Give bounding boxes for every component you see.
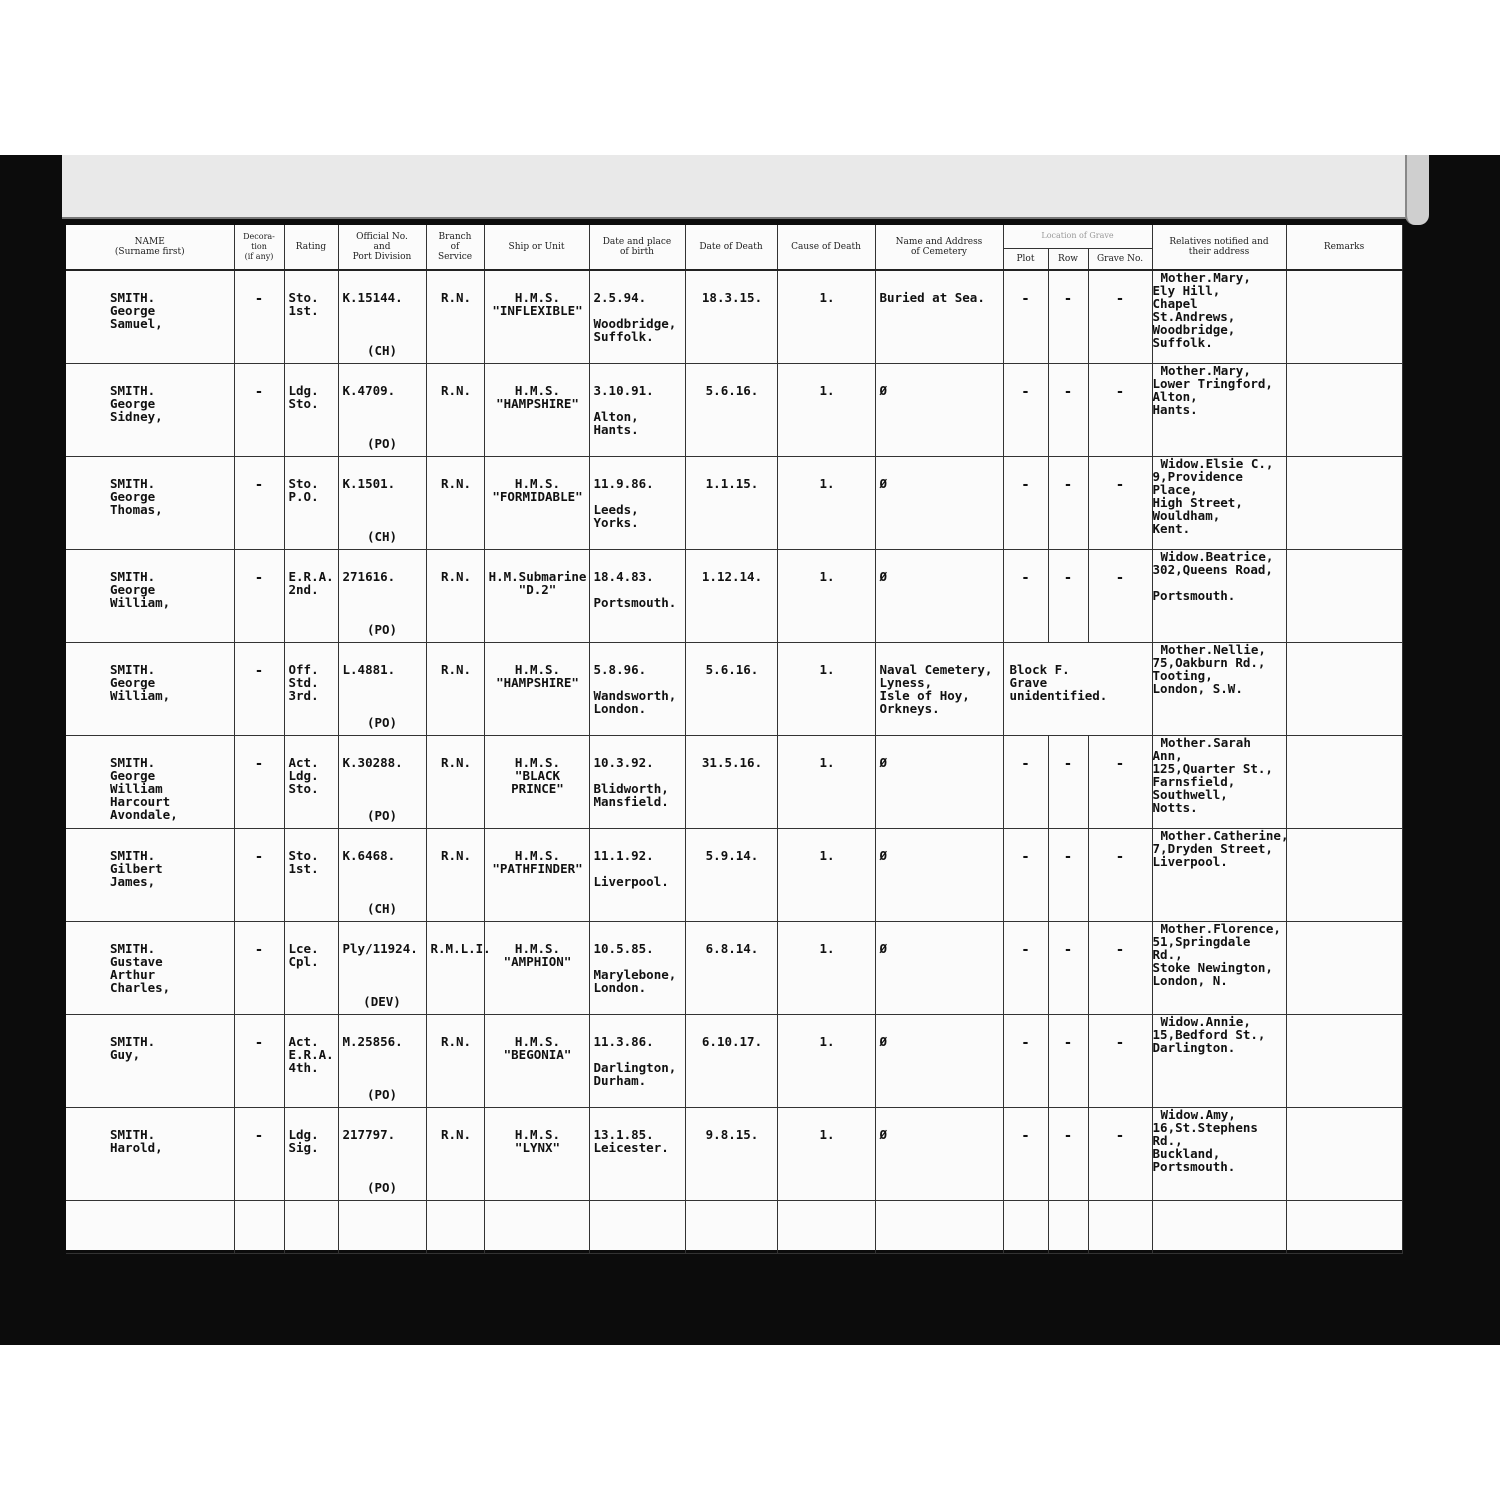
header-plot: Plot xyxy=(1003,248,1048,270)
empty-cell xyxy=(66,1201,234,1254)
empty-cell xyxy=(484,1201,589,1254)
branch-value: R.N. xyxy=(440,1034,472,1049)
serviceman-name: SMITH. Guy, xyxy=(110,1034,156,1062)
official-number: K.4709. xyxy=(342,383,396,398)
ship-value: H.M.S. "LYNX" xyxy=(514,1127,561,1155)
serviceman-name: SMITH. George Thomas, xyxy=(110,476,163,517)
serviceman-name: SMITH. George William, xyxy=(110,662,171,703)
birth-value: 11.3.86. Darlington, Durham. xyxy=(593,1034,677,1088)
branch-value: R.N. xyxy=(440,755,472,770)
port-division: (CH) xyxy=(366,343,398,358)
ship-value: H.M.S. "HAMPSHIRE" xyxy=(496,383,579,411)
previous-page-edge xyxy=(62,155,1422,219)
cause-value: 1. xyxy=(819,383,835,398)
official-number: M.25856. xyxy=(342,1034,403,1049)
ship-value: H.M.S. "AMPHION" xyxy=(503,941,572,969)
port-division: (CH) xyxy=(366,529,398,544)
decoration-value: - xyxy=(254,663,264,679)
rating-value: Off. Std. 3rd. xyxy=(288,662,319,703)
cause-value: 1. xyxy=(819,476,835,491)
rating-value: Act. Ldg. Sto. xyxy=(288,755,319,796)
empty-cell xyxy=(1152,1201,1286,1254)
decoration-value: - xyxy=(254,570,264,586)
empty-cell xyxy=(426,1201,484,1254)
birth-value: 11.9.86. Leeds, Yorks. xyxy=(593,476,654,530)
rating-value: Act. E.R.A. 4th. xyxy=(288,1034,334,1075)
branch-value: R.N. xyxy=(440,848,472,863)
empty-cell xyxy=(234,1201,284,1254)
row-value: - xyxy=(1063,1035,1073,1051)
branch-value: R.N. xyxy=(440,1127,472,1142)
cause-value: 1. xyxy=(819,1127,835,1142)
death-date-value: 31.5.16. xyxy=(701,755,763,770)
ship-value: H.M.S. "FORMIDABLE" xyxy=(492,476,583,504)
cemetery-value: Naval Cemetery, Lyness, Isle of Hoy, Orkneys. xyxy=(879,662,993,716)
relatives-value: Mother.Sarah Ann, 125,Quarter St., Farnsfield, Southwell, Notts. xyxy=(1152,735,1273,815)
relatives-value: Widow.Annie, 15,Bedford St., Darlington. xyxy=(1152,1014,1266,1055)
remarks-value xyxy=(1286,829,1402,922)
relatives-value: Mother.Nellie, 75,Oakburn Rd., Tooting, London, S.W. xyxy=(1152,642,1266,696)
header-remarks: Remarks xyxy=(1286,225,1402,270)
grave-number-value: - xyxy=(1115,570,1125,586)
branch-value: R.M.L.I. xyxy=(430,941,491,956)
decoration-value: - xyxy=(254,942,264,958)
ship-value: H.M.S. "BEGONIA" xyxy=(503,1034,572,1062)
port-division: (PO) xyxy=(366,715,398,730)
empty-cell xyxy=(1003,1201,1048,1254)
port-division: (PO) xyxy=(366,1180,398,1195)
decoration-value: - xyxy=(254,1128,264,1144)
official-number: K.6468. xyxy=(342,848,396,863)
death-date-value: 18.3.15. xyxy=(701,290,763,305)
decoration-value: - xyxy=(254,756,264,772)
relatives-value: Mother.Florence, 51,Springdale Rd., Stoke Newington, London, N. xyxy=(1152,921,1281,988)
official-number: 271616. xyxy=(342,569,396,584)
serviceman-name: SMITH. George Sidney, xyxy=(110,383,163,424)
header-grave-location: Location of Grave xyxy=(1003,225,1152,248)
ship-value: H.M.S. "BLACK PRINCE" xyxy=(511,755,564,796)
empty-cell xyxy=(685,1201,777,1254)
serviceman-name: SMITH. George William Harcourt Avondale, xyxy=(110,755,178,822)
empty-cell xyxy=(284,1201,338,1254)
remarks-value xyxy=(1286,1108,1402,1201)
death-date-value: 9.8.15. xyxy=(705,1127,759,1142)
remarks-value xyxy=(1286,364,1402,457)
official-number: K.15144. xyxy=(342,290,403,305)
header-official-no: Official No. and Port Division xyxy=(338,225,426,270)
grave-number-value: - xyxy=(1115,1128,1125,1144)
relatives-value: Widow.Elsie C., 9,Providence Place, High Street, Wouldham, Kent. xyxy=(1152,456,1274,536)
cemetery-value: Ø xyxy=(879,1034,888,1049)
official-number: Ply/11924. xyxy=(342,941,418,956)
cause-value: 1. xyxy=(819,662,835,677)
port-division: (CH) xyxy=(366,901,398,916)
decoration-value: - xyxy=(254,1035,264,1051)
plot-value: - xyxy=(1021,849,1030,865)
decoration-value: - xyxy=(254,477,264,493)
empty-cell xyxy=(1286,1201,1402,1254)
death-date-value: 1.1.15. xyxy=(705,476,759,491)
port-division: (PO) xyxy=(366,622,398,637)
birth-value: 18.4.83. Portsmouth. xyxy=(593,569,677,610)
plot-value: - xyxy=(1021,1128,1030,1144)
header-cemetery: Name and Address of Cemetery xyxy=(875,225,1003,270)
header-row: Row xyxy=(1048,248,1088,270)
relatives-value: Widow.Amy, 16,St.Stephens Rd., Buckland, Portsmouth. xyxy=(1152,1107,1258,1174)
plot-value: - xyxy=(1021,756,1030,772)
official-number: L.4881. xyxy=(342,662,396,677)
header-branch: Branch of Service xyxy=(426,225,484,270)
cemetery-value: Buried at Sea. xyxy=(879,290,985,305)
death-date-value: 6.8.14. xyxy=(705,941,759,956)
empty-cell xyxy=(875,1201,1003,1254)
cemetery-value: Ø xyxy=(879,755,888,770)
grave-number-value: - xyxy=(1115,477,1125,493)
ship-value: H.M.S. "PATHFINDER" xyxy=(492,848,583,876)
ship-value: H.M.S. "INFLEXIBLE" xyxy=(492,290,583,318)
branch-value: R.N. xyxy=(440,569,472,584)
row-value: - xyxy=(1063,849,1073,865)
serviceman-name: SMITH. George William, xyxy=(110,569,171,610)
grave-number-value: - xyxy=(1115,1035,1125,1051)
rating-value: Sto. 1st. xyxy=(288,290,319,318)
death-date-value: 1.12.14. xyxy=(701,569,763,584)
remarks-value xyxy=(1286,643,1402,736)
port-division: (PO) xyxy=(366,808,398,823)
official-number: 217797. xyxy=(342,1127,396,1142)
ship-value: H.M.S. "HAMPSHIRE" xyxy=(496,662,579,690)
birth-value: 3.10.91. Alton, Hants. xyxy=(593,383,654,437)
grave-number-value: - xyxy=(1115,849,1125,865)
grave-number-value: - xyxy=(1115,942,1125,958)
grave-number-value: - xyxy=(1115,756,1125,772)
branch-value: R.N. xyxy=(440,290,472,305)
cause-value: 1. xyxy=(819,941,835,956)
cause-value: 1. xyxy=(819,1034,835,1049)
death-date-value: 5.6.16. xyxy=(705,662,759,677)
birth-value: 10.3.92. Blidworth, Mansfield. xyxy=(593,755,669,809)
binding-edge xyxy=(1405,155,1429,225)
row-value: - xyxy=(1063,477,1073,493)
birth-value: 11.1.92. Liverpool. xyxy=(593,848,669,889)
death-date-value: 5.9.14. xyxy=(705,848,759,863)
birth-value: 13.1.85. Leicester. xyxy=(593,1127,669,1155)
birth-value: 2.5.94. Woodbridge, Suffolk. xyxy=(593,290,677,344)
decoration-value: - xyxy=(254,291,264,307)
death-date-value: 5.6.16. xyxy=(705,383,759,398)
remarks-value xyxy=(1286,1015,1402,1108)
relatives-value: Mother.Catherine, 7,Dryden Street, Liverpool. xyxy=(1152,828,1289,869)
branch-value: R.N. xyxy=(440,662,472,677)
cause-value: 1. xyxy=(819,290,835,305)
remarks-value xyxy=(1286,550,1402,643)
serviceman-name: SMITH. Harold, xyxy=(110,1127,163,1155)
header-name: NAME (Surname first) xyxy=(66,225,234,270)
empty-row xyxy=(66,1201,1402,1254)
empty-cell xyxy=(1048,1201,1088,1254)
decoration-value: - xyxy=(254,849,264,865)
branch-value: R.N. xyxy=(440,383,472,398)
casualty-register-table xyxy=(66,225,1403,1254)
relatives-value: Mother.Mary, Ely Hill, Chapel St.Andrews, Woodbridge, Suffolk. xyxy=(1152,270,1251,350)
empty-cell xyxy=(589,1201,685,1254)
row-value: - xyxy=(1063,756,1073,772)
header-decoration: Decora- tion (if any) xyxy=(234,225,284,270)
decoration-value: - xyxy=(254,384,264,400)
birth-value: 5.8.96. Wandsworth, London. xyxy=(593,662,677,716)
row-value: - xyxy=(1063,942,1073,958)
ship-value: H.M.Submarine "D.2" xyxy=(488,569,587,597)
port-division: (DEV) xyxy=(363,994,401,1009)
cemetery-value: Ø xyxy=(879,1127,888,1142)
header-relatives: Relatives notified and their address xyxy=(1152,225,1286,270)
row-value: - xyxy=(1063,570,1073,586)
cause-value: 1. xyxy=(819,569,835,584)
row-value: - xyxy=(1063,291,1073,307)
branch-value: R.N. xyxy=(440,476,472,491)
rating-value: Lce. Cpl. xyxy=(288,941,319,969)
empty-cell xyxy=(1088,1201,1152,1254)
empty-cell xyxy=(338,1201,426,1254)
plot-value: - xyxy=(1021,384,1030,400)
header-grave-no: Grave No. xyxy=(1088,248,1152,270)
cemetery-value: Ø xyxy=(879,476,888,491)
official-number: K.1501. xyxy=(342,476,396,491)
header-cause: Cause of Death xyxy=(777,225,875,270)
relatives-value: Widow.Beatrice, 302,Queens Road, Portsmouth. xyxy=(1152,549,1274,603)
serviceman-name: SMITH. Gustave Arthur Charles, xyxy=(110,941,171,995)
death-date-value: 6.10.17. xyxy=(701,1034,763,1049)
header-birth: Date and place of birth xyxy=(589,225,685,270)
header-rating: Rating xyxy=(284,225,338,270)
plot-value: - xyxy=(1021,291,1030,307)
rating-value: Ldg. Sto. xyxy=(288,383,319,411)
register-row xyxy=(66,1108,1402,1201)
relatives-value: Mother.Mary, Lower Tringford, Alton, Hants. xyxy=(1152,363,1273,417)
remarks-value xyxy=(1286,922,1402,1015)
grave-number-value: - xyxy=(1115,384,1125,400)
empty-cell xyxy=(777,1201,875,1254)
birth-value: 10.5.85. Marylebone, London. xyxy=(593,941,677,995)
rating-value: E.R.A. 2nd. xyxy=(288,569,334,597)
remarks-value xyxy=(1286,457,1402,550)
port-division: (PO) xyxy=(366,436,398,451)
remarks-value xyxy=(1286,270,1402,364)
plot-value: - xyxy=(1021,570,1030,586)
cause-value: 1. xyxy=(819,848,835,863)
port-division: (PO) xyxy=(366,1087,398,1102)
plot-value: - xyxy=(1021,942,1030,958)
cemetery-value: Ø xyxy=(879,941,888,956)
serviceman-name: SMITH. Gilbert James, xyxy=(110,848,163,889)
plot-value: Block F. Grave unidentified. xyxy=(1009,662,1108,703)
official-number: K.30288. xyxy=(342,755,403,770)
grave-number-value: - xyxy=(1115,291,1125,307)
cemetery-value: Ø xyxy=(879,848,888,863)
rating-value: Sto. 1st. xyxy=(288,848,319,876)
plot-value: - xyxy=(1021,477,1030,493)
remarks-value xyxy=(1286,736,1402,829)
row-value: - xyxy=(1063,1128,1073,1144)
row-value: - xyxy=(1063,384,1073,400)
cemetery-value: Ø xyxy=(879,569,888,584)
serviceman-name: SMITH. George Samuel, xyxy=(110,290,163,331)
rating-value: Ldg. Sig. xyxy=(288,1127,319,1155)
header-ship: Ship or Unit xyxy=(484,225,589,270)
cause-value: 1. xyxy=(819,755,835,770)
plot-value: - xyxy=(1021,1035,1030,1051)
header-death-date: Date of Death xyxy=(685,225,777,270)
cemetery-value: Ø xyxy=(879,383,888,398)
rating-value: Sto. P.O. xyxy=(288,476,319,504)
